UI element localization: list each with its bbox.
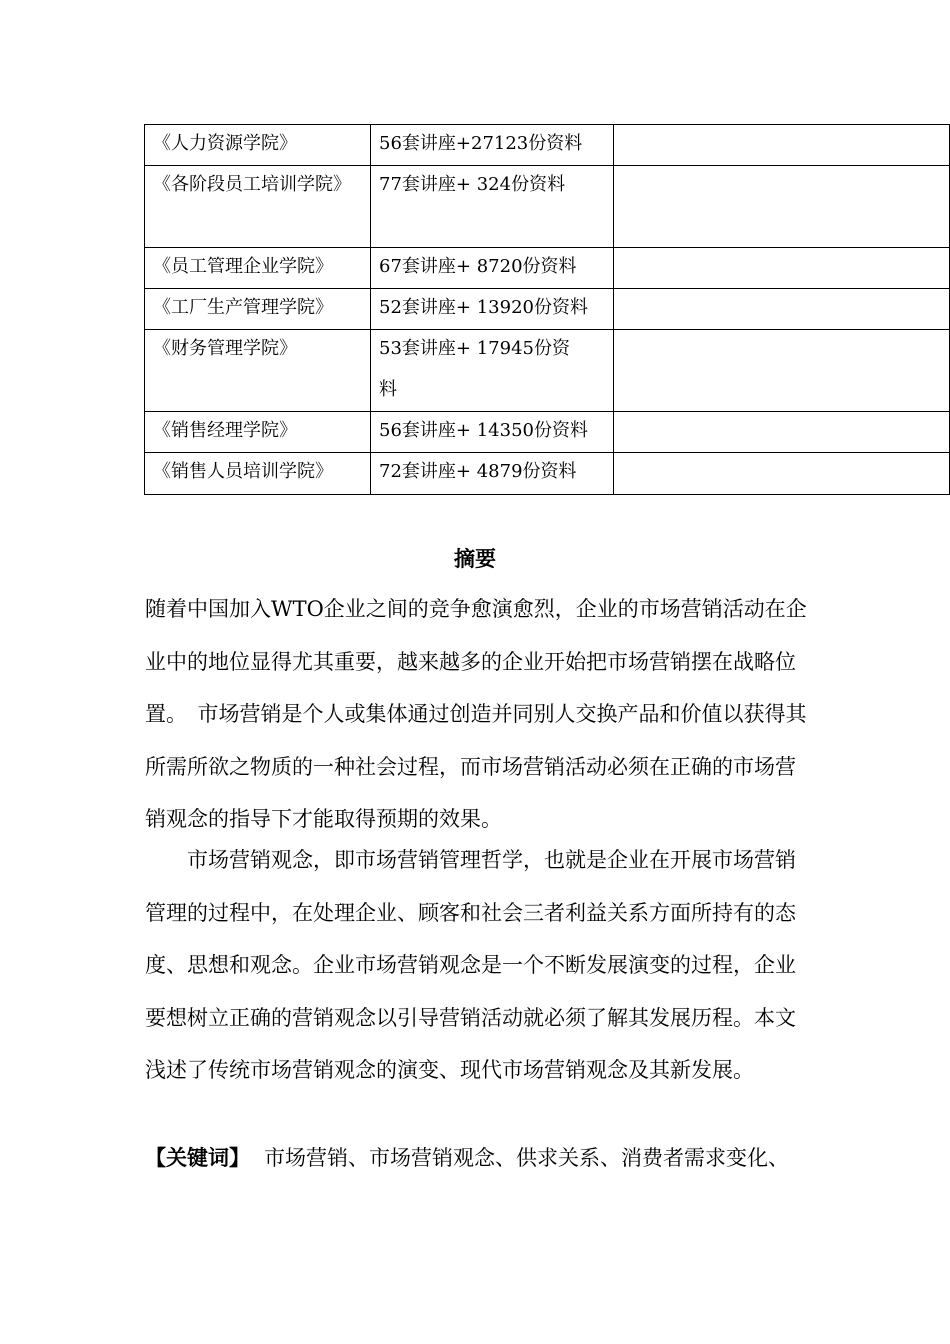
table-row <box>145 166 950 248</box>
course-name-cell: 《员工管理企业学院》 <box>145 248 371 289</box>
course-name-cell: 《财务管理学院》 <box>145 330 371 412</box>
course-note-cell <box>614 453 950 495</box>
table-row <box>145 248 950 289</box>
course-note-cell <box>614 125 950 166</box>
table-row <box>145 330 950 412</box>
course-note-cell <box>614 166 950 248</box>
abstract-paragraph-2: 市场营销观念，即市场营销管理哲学，也就是企业在开展市场营销管理的过程中，在处理企业、顾客和社会三者利益关系方面所持有的态度、思想和观念。企业市场营销观念是一个不断发展演变的过程，企业要想树立正确的营销观念以引导营销活动就必须了解其发展历程。本文浅述了传统市场营销观念的演变、现代市场营销观念及其新发展。 <box>145 848 796 1082</box>
course-content-cell: 53套讲座+ 17945份资料 <box>371 330 614 412</box>
abstract-title: 摘要 <box>454 547 496 571</box>
course-name-cell: 《销售经理学院》 <box>145 412 371 453</box>
course-name-cell: 《各阶段员工培训学院》 <box>145 166 371 248</box>
keywords-label: 【关键词】 <box>145 1146 250 1170</box>
abstract-paragraph-1: 随着中国加入WTO企业之间的竞争愈演愈烈，企业的市场营销活动在企业中的地位显得尤其重要，越来越多的企业开始把市场营销摆在战略位置。 市场营销是个人或集体通过创造并同别人交换产品和价值以获得其所需所欲之物质的一种社会过程，而市场营销活动必须在正确的市场营销观念的指导下才能取得预期的效果。 <box>145 597 807 831</box>
course-content-cell: 52套讲座+ 13920份资料 <box>371 289 614 330</box>
table-row <box>145 453 950 495</box>
table-row <box>145 412 950 453</box>
table-row <box>145 125 950 166</box>
keywords-text: 市场营销、市场营销观念、供求关系、消费者需求变化、 <box>264 1146 789 1170</box>
course-name-cell: 《工厂生产管理学院》 <box>145 289 371 330</box>
course-content-cell: 72套讲座+ 4879份资料 <box>371 453 614 495</box>
course-name-cell: 《人力资源学院》 <box>145 125 371 166</box>
course-name-cell: 《销售人员培训学院》 <box>145 453 371 495</box>
course-note-cell <box>614 412 950 453</box>
course-content-cell: 67套讲座+ 8720份资料 <box>371 248 614 289</box>
course-content-cell: 77套讲座+ 324份资料 <box>371 166 614 248</box>
table-row <box>145 289 950 330</box>
course-note-cell <box>614 289 950 330</box>
course-content-cell: 56套讲座+ 14350份资料 <box>371 412 614 453</box>
course-content-cell: 56套讲座+27123份资料 <box>371 125 614 166</box>
course-note-cell <box>614 330 950 412</box>
keywords-line <box>145 1132 865 1184</box>
course-table <box>144 124 950 495</box>
course-note-cell <box>614 248 950 289</box>
